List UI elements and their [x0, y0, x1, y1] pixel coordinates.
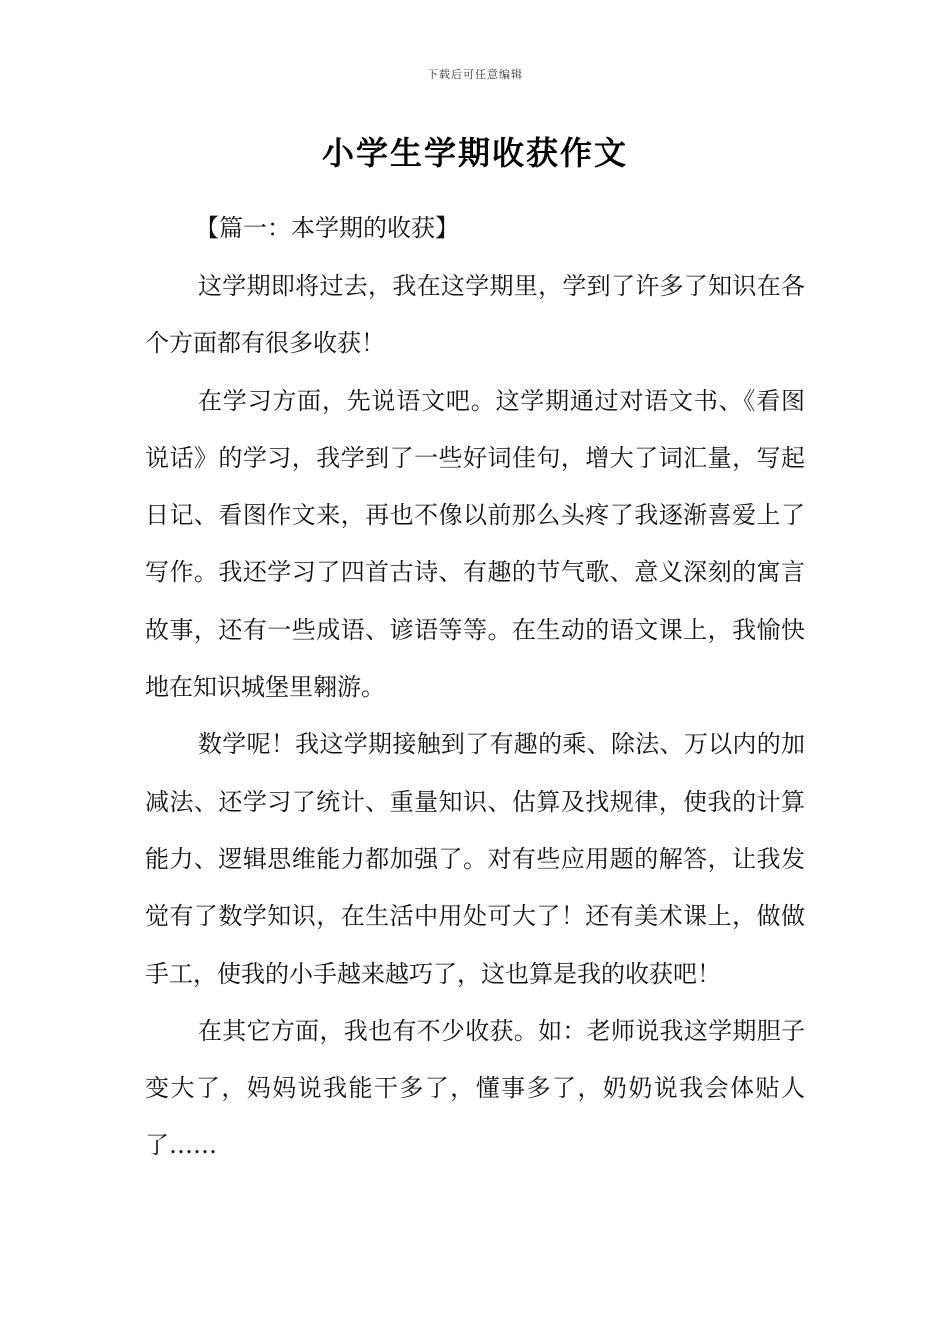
header-note: 下载后可任意编辑 [427, 68, 523, 81]
paragraph-4: 在其它方面，我也有不少收获。如：老师说我这学期胆子变大了，妈妈说我能干多了，懂事多了，奶奶说我会体贴人了…… [145, 1016, 805, 1160]
page-title: 小学生学期收获作文 [321, 134, 628, 172]
paragraph-2: 在学习方面，先说语文吧。这学期通过对语文书、《看图说话》的学习，我学到了一些好词佳句，增大了词汇量，写起日记、看图作文来，再也不像以前那么头疼了我逐渐喜爱上了写作。我还学习了四首古诗、有趣的节气歌、意义深刻的寓言故事，还有一些成语、谚语等等。在生动的语文课上，我愉快地在知识城堡里翱游。 [145, 386, 805, 702]
essay-body [145, 258, 805, 1175]
paragraph-3: 数学呢！我这学期接触到了有趣的乘、除法、万以内的加减法、还学习了统计、重量知识、估算及找规律，使我的计算能力、逻辑思维能力都加强了。对有些应用题的解答，让我发觉有了数学知识，在生活中用处可大了！还有美术课上，做做手工，使我的小手越来越巧了，这也算是我的收获吧！ [145, 730, 805, 988]
paragraph-1: 这学期即将过去，我在这学期里，学到了许多了知识在各个方面都有很多收获！ [145, 272, 805, 358]
section-heading: 【篇一：本学期的收获】 [195, 214, 459, 242]
